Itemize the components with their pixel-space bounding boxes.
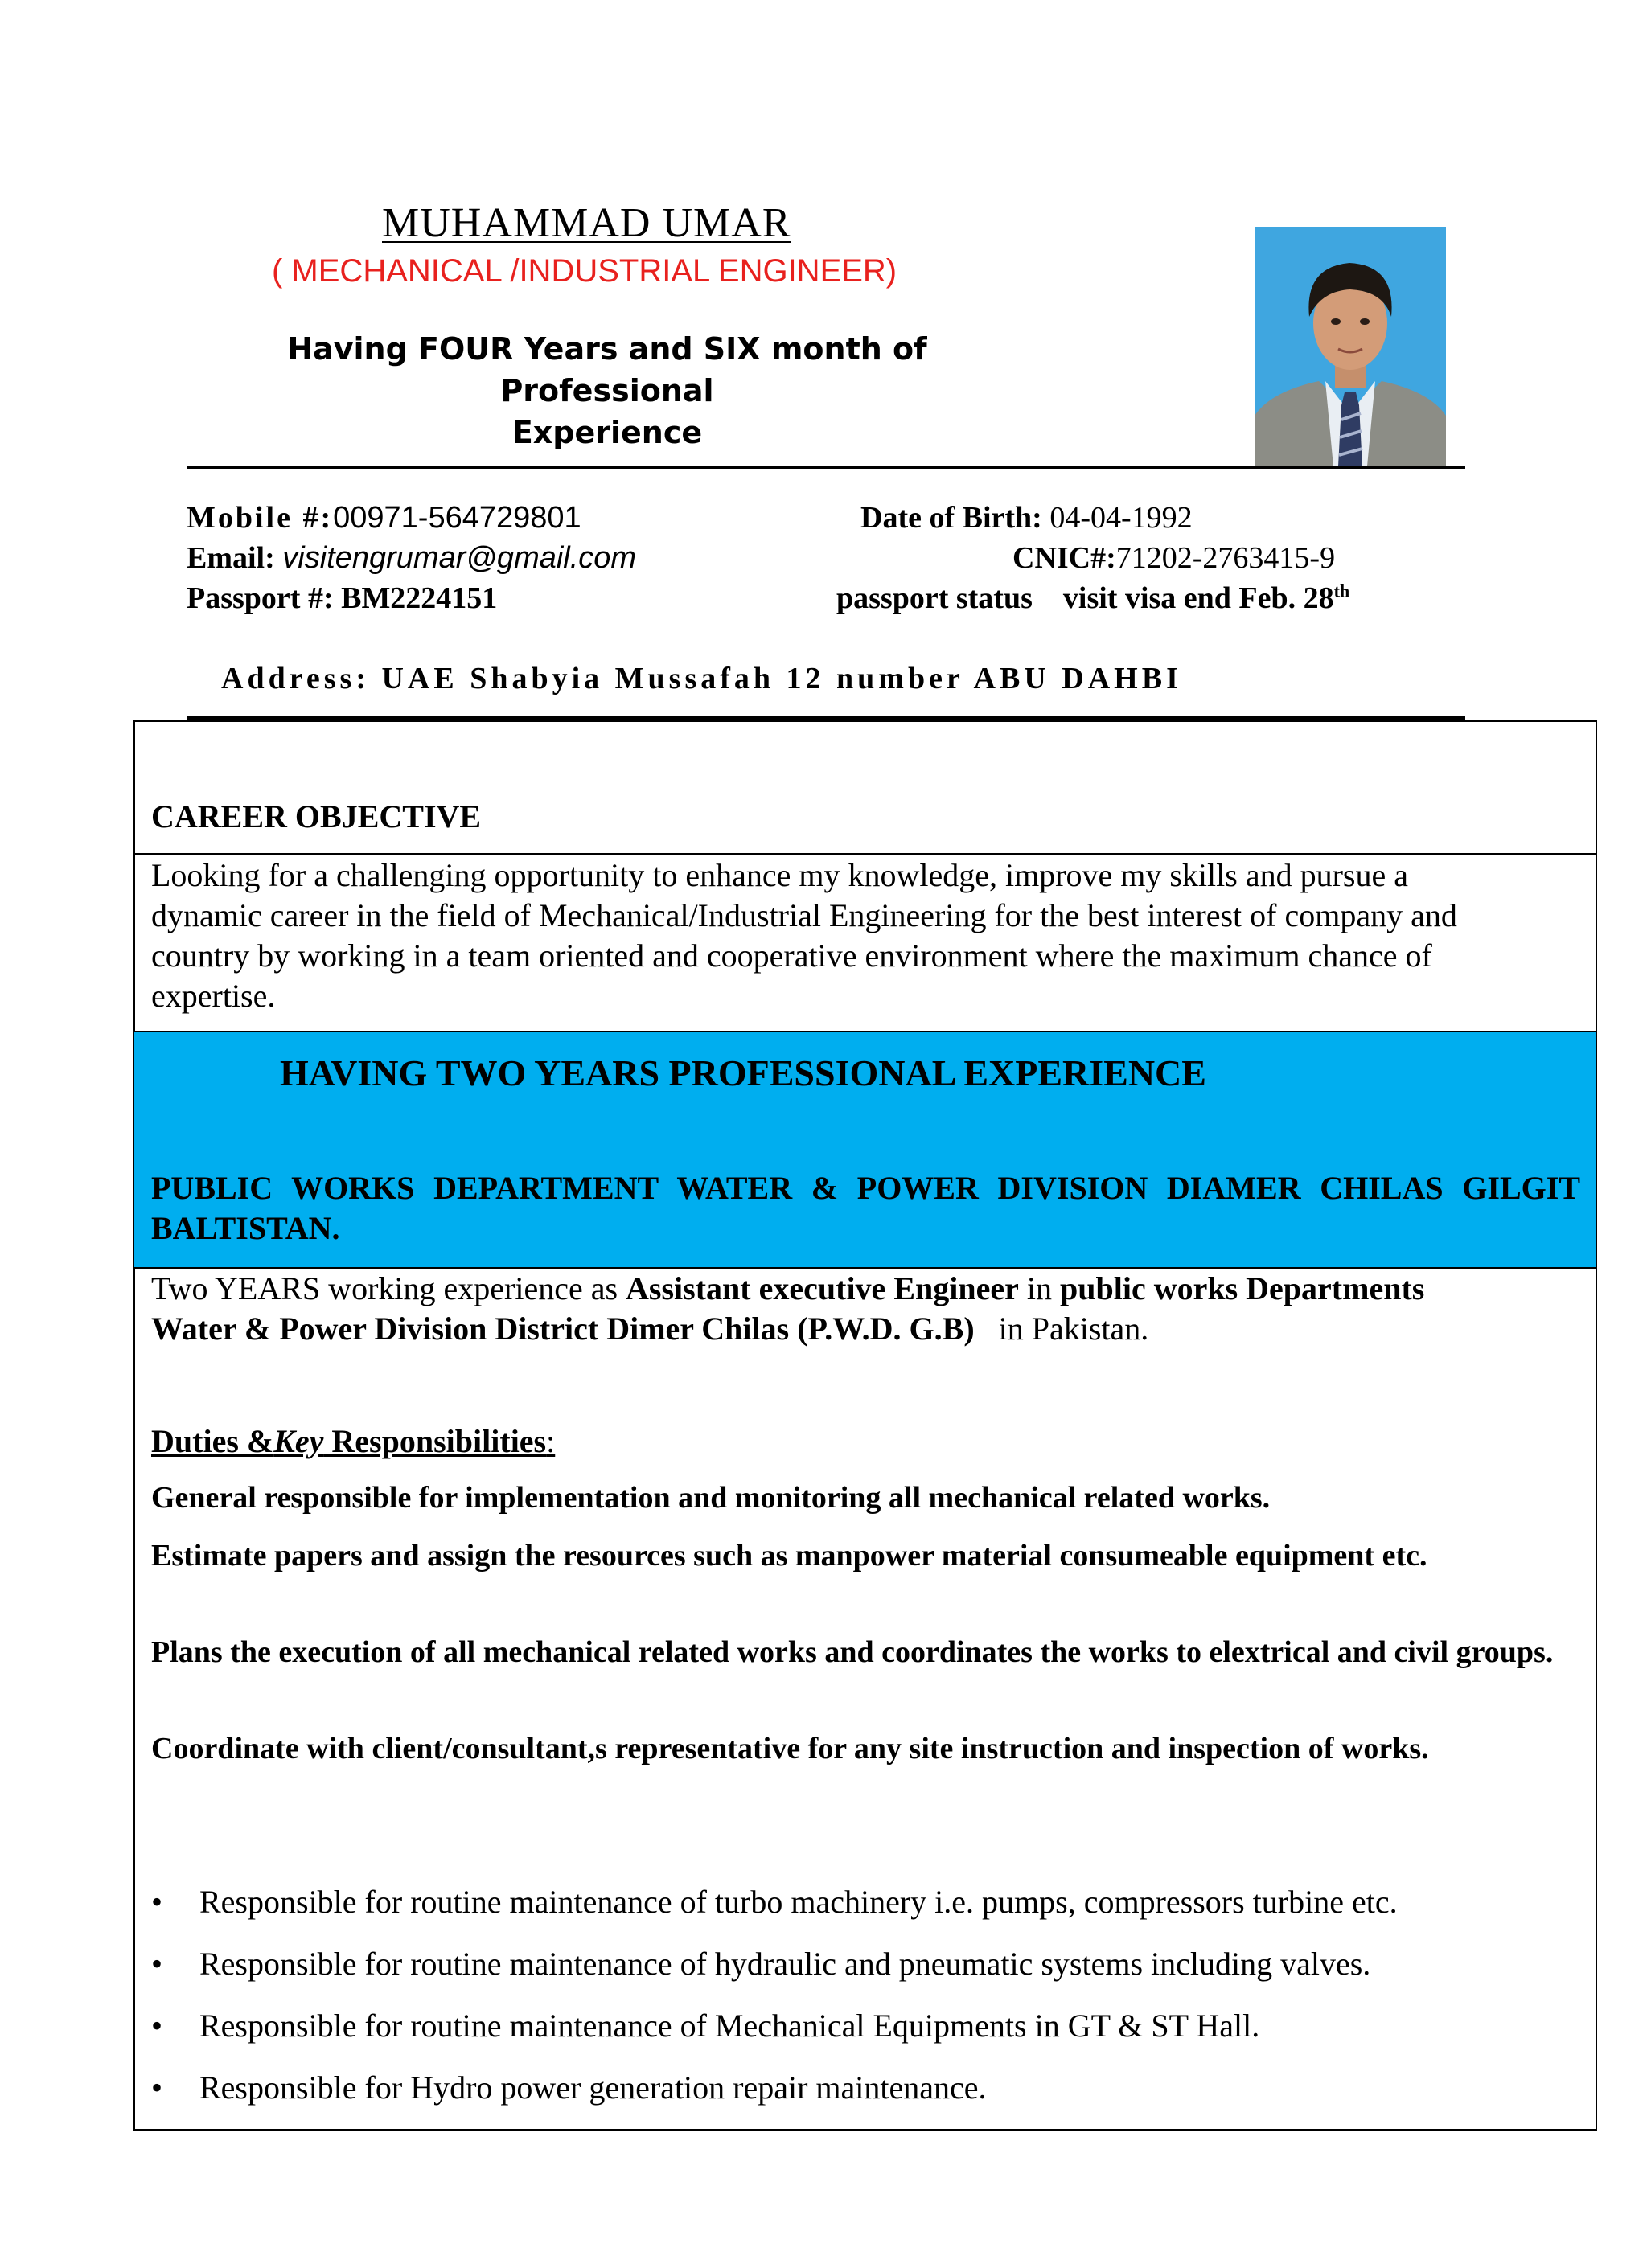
candidate-title: ( MECHANICAL /INDUSTRIAL ENGINEER)	[272, 253, 897, 289]
bullet-text: Responsible for routine maintenance of hydraulic and pneumatic systems including valves.	[199, 1946, 1371, 1982]
objective-line: country by working in a team oriented and cooperative environment where the maximum chance of	[151, 937, 1432, 974]
bullet-text: Responsible for routine maintenance of turbo machinery i.e. pumps, compressors turbine etc.	[199, 1884, 1398, 1920]
objective-divider	[133, 853, 1597, 855]
duties-label-b: Key	[273, 1423, 324, 1459]
bullet-dot: •	[151, 2069, 163, 2106]
passport-status-value: visit visa end Feb. 28	[1062, 581, 1334, 615]
passport-status-label: passport status	[836, 581, 1033, 615]
summary-prefix: Two YEARS working experience as	[151, 1270, 626, 1306]
experience-title: HAVING TWO YEARS PROFESSIONAL EXPERIENCE	[280, 1052, 1206, 1093]
email-value[interactable]: visitengrumar@gmail.com	[282, 541, 637, 575]
bullet-dot: •	[151, 2008, 163, 2044]
cnic-row	[1012, 540, 1335, 576]
objective-line: expertise.	[151, 978, 276, 1014]
summary-mid: in	[1018, 1270, 1060, 1306]
address: Address: UAE Shabyia Mussafah 12 number ABU DAHBI	[221, 662, 1182, 695]
objective-line: dynamic career in the field of Mechanical/Industrial Engineering for the best interest of company and	[151, 897, 1457, 933]
dob-row	[860, 500, 1193, 535]
experience-headline-line1: Having FOUR Years and SIX month of Professional	[287, 331, 927, 408]
duties-colon: :	[546, 1423, 556, 1459]
passport-row	[187, 580, 497, 616]
mobile-label: Mobile #:	[187, 501, 334, 535]
cnic-label: CNIC#:	[1012, 541, 1116, 575]
bullet-dot: •	[151, 1946, 163, 1982]
mobile-row	[187, 500, 581, 535]
mobile-value: 00971-564729801	[333, 501, 581, 535]
dob-value: 04-04-1992	[1049, 501, 1193, 535]
objective-line: Looking for a challenging opportunity to enhance my knowledge, improve my skills and pursue a	[151, 857, 1408, 893]
profile-photo	[1255, 227, 1446, 466]
experience-headline-line2: Experience	[511, 415, 703, 450]
bullet-text: Responsible for Hydro power generation repair maintenance.	[199, 2069, 987, 2106]
responsibility-bullet	[151, 1883, 1398, 1921]
summary-role: Assistant executive Engineer	[626, 1270, 1019, 1306]
duty-item: Coordinate with client/consultant,s representative for any site instruction and inspection of works.	[151, 1732, 1429, 1766]
summary-suffix: in Pakistan.	[974, 1310, 1149, 1347]
contact-divider	[187, 716, 1465, 720]
header-divider	[187, 466, 1465, 469]
employer-name: PUBLIC WORKS DEPARTMENT WATER & POWER DIVISION DIAMER CHILAS GILGIT BALTISTAN.	[151, 1170, 1580, 1246]
responsibility-bullet	[151, 2069, 987, 2106]
bullet-dot: •	[151, 1884, 163, 1920]
duty-item: Plans the execution of all mechanical related works and coordinates the works to elextrical and civil groups.	[151, 1635, 1554, 1669]
duties-label-c: Responsibilities	[323, 1423, 547, 1459]
summary-dept-line2: Water & Power Division District Dimer Chilas (P.W.D. G.B)	[151, 1310, 975, 1347]
passport-status-sup: th	[1333, 580, 1350, 601]
cnic-value: 71202-2763415-9	[1115, 541, 1336, 575]
career-objective-text	[151, 855, 1583, 1016]
responsibility-bullet	[151, 1945, 1370, 1983]
duties-label-a: Duties &	[151, 1423, 274, 1459]
duties-heading	[151, 1421, 555, 1462]
duty-item: General responsible for implementation and monitoring all mechanical related works.	[151, 1481, 1271, 1515]
responsibility-bullet	[151, 2007, 1259, 2044]
email-row	[187, 540, 636, 576]
passport-label: Passport #: BM2224151	[187, 581, 498, 615]
experience-summary	[151, 1269, 1591, 1349]
summary-dept-line1: public works Departments	[1059, 1270, 1425, 1306]
dob-label: Date of Birth:	[860, 501, 1042, 535]
email-label: Email:	[187, 541, 275, 575]
candidate-name: MUHAMMAD UMAR	[382, 200, 791, 246]
career-objective-title: CAREER OBJECTIVE	[151, 798, 482, 835]
passport-status-row	[836, 580, 1349, 616]
bullet-text: Responsible for routine maintenance of Mechanical Equipments in GT & ST Hall.	[199, 2008, 1260, 2044]
experience-headline	[185, 328, 1029, 453]
duty-item: Estimate papers and assign the resources such as manpower material consumeable equipment etc.	[151, 1539, 1427, 1573]
